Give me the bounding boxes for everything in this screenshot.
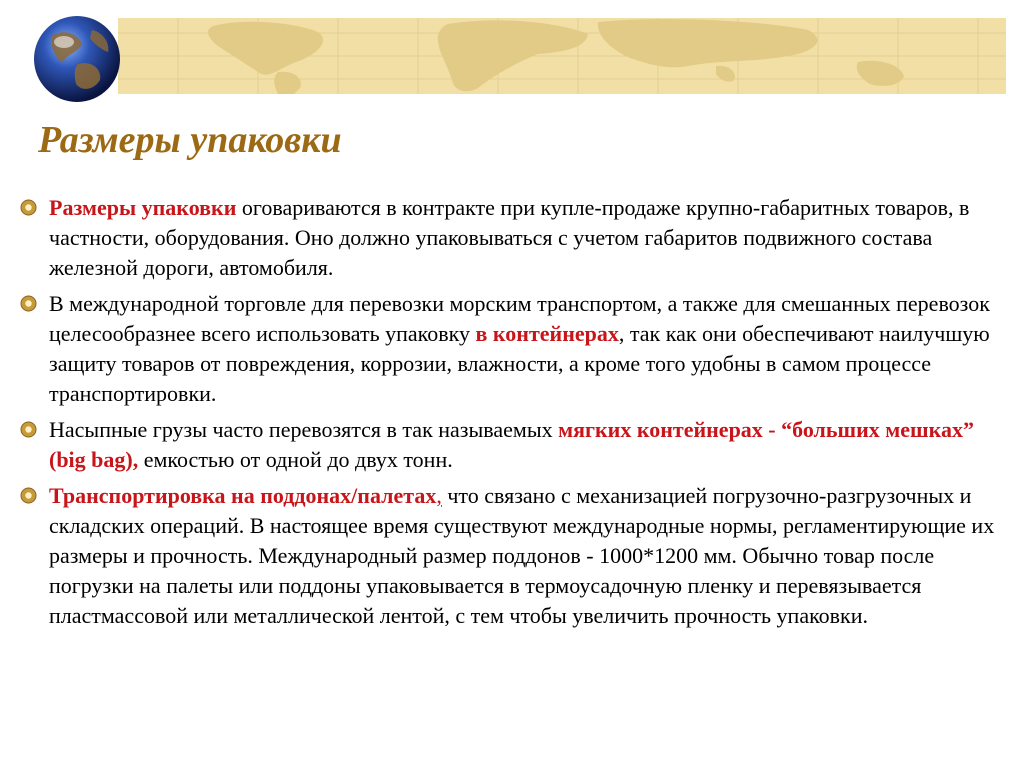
list-item (20, 415, 1010, 475)
list-item (20, 289, 1010, 409)
highlighted-term: мягких контейнерах - “больших мешках” (big bag), (49, 417, 974, 472)
bullet-text: Насыпные грузы часто перевозятся в так называемых (49, 417, 559, 442)
highlighted-term: в контейнерах (475, 321, 619, 346)
bullet-text: , так как они обеспечивают наилучшую защиту товаров от повреждения, коррозии, влажности, а кроме того удобны в самом процессе транспортировки. (49, 321, 990, 406)
page-title: Размеры упаковки (38, 119, 342, 161)
circle-bullet-icon (20, 487, 37, 504)
bullet-text: В международной торговле для перевозки морским транспортом, а также для смешанных перевозок целесообразнее всего использовать упаковку (49, 291, 990, 346)
globe-icon (32, 14, 122, 104)
circle-bullet-icon (20, 421, 37, 438)
circle-bullet-icon (20, 199, 37, 216)
list-item (20, 193, 1010, 283)
bullet-text: что связано с механизацией погрузочно-разгрузочных и складских операций. В настоящее время существуют международные нормы, регламентирующие их размеры и прочность. Международный размер поддонов - 1000*1200 мм. Обычно товар после погрузки на палеты или поддоны упаковывается в термоусадочную пленку и перевязывается пластмассовой или металлической лентой, с тем чтобы увеличить прочность упаковки. (49, 483, 995, 628)
circle-bullet-icon (20, 295, 37, 312)
bullet-text: емкостью от одной до двух тонн. (138, 447, 453, 472)
highlighted-term: Транспортировка на поддонах/палетах (49, 483, 437, 508)
list-item (20, 481, 1010, 631)
underlined-comma: , (436, 483, 442, 508)
bullet-list (20, 193, 1010, 637)
highlighted-term: Размеры упаковки (49, 195, 237, 220)
bullet-text: оговариваются в контракте при купле-продаже крупно-габаритных товаров, в частности, оборудования. Оно должно упаковываться с учетом габаритов подвижного состава железной дороги, автомобиля. (49, 195, 970, 280)
world-map-banner (118, 18, 1006, 94)
